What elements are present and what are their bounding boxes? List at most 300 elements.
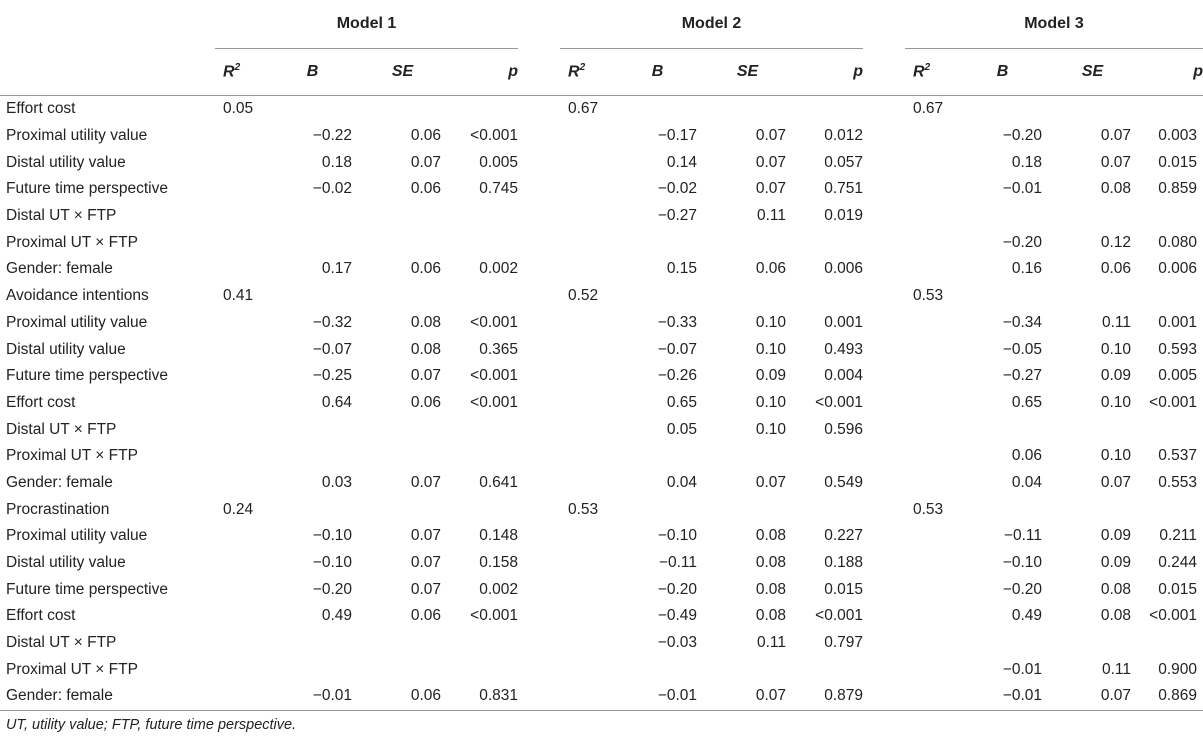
b-cell: 0.18 bbox=[321, 153, 352, 171]
r2-cell bbox=[560, 336, 610, 363]
b-cell: −0.20 bbox=[1002, 233, 1042, 251]
p-cell: 0.003 bbox=[1158, 127, 1197, 145]
b-cell: −0.26 bbox=[657, 367, 697, 385]
b-cell: −0.20 bbox=[657, 580, 697, 598]
b-cell: −0.20 bbox=[312, 580, 352, 598]
r2-cell bbox=[215, 416, 265, 443]
r2-cell: 0.41 bbox=[223, 287, 254, 305]
se-cell: 0.10 bbox=[755, 340, 786, 358]
p-cell: 0.019 bbox=[824, 207, 863, 225]
p-cell bbox=[445, 656, 518, 683]
b-cell: −0.27 bbox=[657, 207, 697, 225]
table-row bbox=[0, 310, 1203, 337]
col-header-p-model-1: p bbox=[508, 63, 518, 80]
p-cell bbox=[790, 496, 863, 523]
se-cell: 0.07 bbox=[755, 127, 786, 145]
b-cell bbox=[265, 630, 360, 657]
r2-cell bbox=[215, 470, 265, 497]
b-cell: −0.01 bbox=[1002, 660, 1042, 678]
r2-cell: 0.67 bbox=[560, 96, 610, 123]
p-cell: 0.641 bbox=[479, 473, 518, 491]
b-cell: −0.34 bbox=[1002, 313, 1042, 331]
b-cell bbox=[955, 203, 1050, 230]
row-label: Proximal utility value bbox=[6, 127, 148, 145]
b-cell: −0.03 bbox=[657, 634, 697, 652]
se-cell: 0.06 bbox=[1100, 260, 1131, 278]
r2-cell bbox=[215, 203, 265, 230]
b-cell bbox=[610, 283, 705, 310]
r2-cell bbox=[905, 683, 955, 710]
table-footnote: UT, utility value; FTP, future time perspective. bbox=[6, 716, 297, 733]
table-row bbox=[0, 550, 1203, 577]
row-label: Gender: female bbox=[0, 683, 215, 710]
se-cell bbox=[1050, 630, 1135, 657]
b-cell: −0.01 bbox=[955, 683, 1050, 710]
b-cell: −0.01 bbox=[610, 683, 705, 710]
b-cell: −0.32 bbox=[312, 313, 352, 331]
r2-cell bbox=[905, 123, 955, 150]
se-cell: 0.08 bbox=[755, 607, 786, 625]
p-cell: 0.365 bbox=[479, 340, 518, 358]
r2-cell bbox=[560, 363, 610, 390]
b-cell: −0.17 bbox=[657, 127, 697, 145]
b-cell: 0.64 bbox=[321, 393, 352, 411]
b-cell: −0.10 bbox=[657, 527, 697, 545]
p-cell: 0.005 bbox=[479, 153, 518, 171]
p-cell: 0.005 bbox=[1158, 367, 1197, 385]
se-cell bbox=[360, 630, 445, 657]
se-cell: 0.10 bbox=[755, 313, 786, 331]
se-cell: 0.07 bbox=[755, 473, 786, 491]
p-cell bbox=[445, 203, 518, 230]
table-row bbox=[0, 683, 1203, 710]
se-cell bbox=[705, 496, 790, 523]
r2-cell bbox=[215, 390, 265, 417]
b-cell: −0.11 bbox=[658, 554, 697, 572]
col-header-r2-model-2: $R^2$ bbox=[568, 62, 586, 81]
se-cell: 0.07 bbox=[705, 683, 790, 710]
se-cell: 0.07 bbox=[755, 180, 786, 198]
r2-cell bbox=[560, 390, 610, 417]
row-label: Proximal UT × FTP bbox=[6, 660, 138, 678]
r2-cell bbox=[905, 336, 955, 363]
se-cell bbox=[360, 283, 445, 310]
col-header-se-model-1: SE bbox=[391, 63, 414, 80]
se-cell: 0.08 bbox=[1100, 580, 1131, 598]
table-row bbox=[0, 390, 1203, 417]
r2-cell bbox=[560, 470, 610, 497]
r2-cell bbox=[905, 310, 955, 337]
table-row bbox=[0, 96, 1203, 123]
col-header-r2-model-1: $R^2$ bbox=[223, 62, 241, 81]
r2-cell: 0.67 bbox=[905, 96, 955, 123]
se-cell bbox=[360, 443, 445, 470]
row-label: Proximal UT × FTP bbox=[6, 233, 138, 251]
b-cell: −0.10 bbox=[1002, 554, 1042, 572]
col-header-p-model-2: p bbox=[853, 63, 863, 80]
r2-cell bbox=[215, 256, 265, 283]
p-cell: <0.001 bbox=[1149, 393, 1197, 411]
b-cell: 0.04 bbox=[1011, 473, 1042, 491]
r2-cell bbox=[215, 443, 265, 470]
row-label: Avoidance intentions bbox=[6, 287, 149, 305]
col-header-r2-model-3: $R^2$ bbox=[913, 62, 931, 81]
p-cell bbox=[445, 443, 518, 470]
row-label: Distal UT × FTP bbox=[6, 207, 117, 225]
b-cell: 0.04 bbox=[666, 473, 697, 491]
se-cell bbox=[360, 496, 445, 523]
p-cell: 0.596 bbox=[824, 420, 863, 438]
row-label: Future time perspective bbox=[6, 367, 168, 385]
b-cell bbox=[265, 416, 360, 443]
r2-cell bbox=[905, 229, 955, 256]
row-label: Distal utility value bbox=[6, 153, 126, 171]
p-cell: <0.001 bbox=[815, 607, 863, 625]
b-cell bbox=[610, 229, 705, 256]
b-cell: −0.10 bbox=[312, 554, 352, 572]
se-cell bbox=[1050, 496, 1135, 523]
table-row bbox=[0, 123, 1203, 150]
r2-cell bbox=[560, 630, 610, 657]
p-cell bbox=[445, 283, 518, 310]
p-cell: 0.227 bbox=[824, 527, 863, 545]
se-cell: 0.08 bbox=[410, 340, 441, 358]
table-row bbox=[0, 256, 1203, 283]
p-cell bbox=[790, 443, 863, 470]
se-cell: 0.10 bbox=[1100, 447, 1131, 465]
p-cell: 0.879 bbox=[790, 683, 863, 710]
se-cell: 0.08 bbox=[755, 580, 786, 598]
se-cell: 0.07 bbox=[410, 527, 441, 545]
p-cell bbox=[1135, 96, 1203, 123]
r2-cell bbox=[215, 576, 265, 603]
table-row bbox=[0, 363, 1203, 390]
se-cell: 0.07 bbox=[410, 473, 441, 491]
b-cell: −0.07 bbox=[312, 340, 352, 358]
se-cell: 0.07 bbox=[410, 367, 441, 385]
row-label: Effort cost bbox=[0, 96, 215, 123]
se-cell: 0.10 bbox=[755, 420, 786, 438]
r2-cell: 0.53 bbox=[913, 287, 944, 305]
b-cell: −0.07 bbox=[657, 340, 697, 358]
se-cell bbox=[360, 96, 445, 123]
se-cell: 0.07 bbox=[410, 580, 441, 598]
p-cell: 0.006 bbox=[1158, 260, 1197, 278]
table-row bbox=[0, 176, 1203, 203]
row-label: Gender: female bbox=[6, 473, 113, 491]
p-cell bbox=[445, 496, 518, 523]
se-cell: 0.08 bbox=[410, 313, 441, 331]
r2-cell bbox=[905, 523, 955, 550]
b-cell: −0.10 bbox=[312, 527, 352, 545]
r2-cell: 0.05 bbox=[215, 96, 265, 123]
p-cell: 0.188 bbox=[824, 554, 863, 572]
p-cell bbox=[445, 630, 518, 657]
b-cell bbox=[955, 283, 1050, 310]
r2-cell bbox=[905, 550, 955, 577]
se-cell bbox=[360, 229, 445, 256]
r2-cell bbox=[905, 363, 955, 390]
col-header-se-model-3: SE bbox=[1081, 63, 1104, 80]
b-cell: 0.18 bbox=[1011, 153, 1042, 171]
model-3-header: Model 3 bbox=[905, 0, 1203, 49]
b-cell: −0.49 bbox=[657, 607, 697, 625]
se-cell: 0.07 bbox=[1100, 127, 1131, 145]
row-label: Distal utility value bbox=[6, 340, 126, 358]
p-cell bbox=[790, 229, 863, 256]
table-row bbox=[0, 656, 1203, 683]
r2-cell bbox=[560, 149, 610, 176]
b-cell: 0.16 bbox=[1011, 260, 1042, 278]
p-cell bbox=[1135, 416, 1203, 443]
r2-cell bbox=[905, 656, 955, 683]
col-header-p-model-3: p bbox=[1193, 63, 1203, 80]
p-cell bbox=[1135, 496, 1203, 523]
p-cell: <0.001 bbox=[470, 607, 518, 625]
row-label: Future time perspective bbox=[6, 580, 168, 598]
se-cell bbox=[705, 283, 790, 310]
b-cell: −0.33 bbox=[657, 313, 697, 331]
p-cell: 0.859 bbox=[1158, 180, 1197, 198]
b-cell: 0.49 bbox=[321, 607, 352, 625]
se-cell: 0.07 bbox=[1100, 473, 1131, 491]
table-row bbox=[0, 523, 1203, 550]
se-cell: 0.06 bbox=[360, 683, 445, 710]
se-cell bbox=[1050, 283, 1135, 310]
se-cell: 0.08 bbox=[755, 554, 786, 572]
col-header-se-model-2: SE bbox=[736, 63, 759, 80]
se-cell bbox=[1050, 96, 1135, 123]
se-cell: 0.09 bbox=[1100, 527, 1131, 545]
se-cell bbox=[360, 656, 445, 683]
b-cell bbox=[955, 630, 1050, 657]
table-row bbox=[0, 203, 1203, 230]
row-label: Gender: female bbox=[6, 260, 113, 278]
b-cell: 0.14 bbox=[666, 153, 697, 171]
b-cell bbox=[265, 443, 360, 470]
se-cell: 0.10 bbox=[1100, 340, 1131, 358]
p-cell bbox=[1135, 283, 1203, 310]
b-cell: −0.01 bbox=[265, 683, 360, 710]
se-cell: 0.06 bbox=[755, 260, 786, 278]
r2-cell bbox=[215, 550, 265, 577]
se-cell: 0.06 bbox=[410, 393, 441, 411]
p-cell: <0.001 bbox=[470, 313, 518, 331]
b-cell: 0.49 bbox=[1011, 607, 1042, 625]
r2-cell bbox=[905, 176, 955, 203]
p-cell: 0.593 bbox=[1158, 340, 1197, 358]
row-label: Future time perspective bbox=[6, 180, 168, 198]
row-label: Effort cost bbox=[6, 607, 76, 625]
p-cell: 0.158 bbox=[479, 554, 518, 572]
p-cell: <0.001 bbox=[815, 393, 863, 411]
p-cell: <0.001 bbox=[470, 127, 518, 145]
se-cell: 0.11 bbox=[756, 634, 786, 652]
se-cell bbox=[705, 443, 790, 470]
se-cell bbox=[360, 416, 445, 443]
b-cell bbox=[265, 229, 360, 256]
r2-cell bbox=[215, 363, 265, 390]
r2-cell bbox=[215, 310, 265, 337]
row-label: Distal utility value bbox=[6, 554, 126, 572]
r2-cell: 0.53 bbox=[568, 500, 599, 518]
table-row bbox=[0, 470, 1203, 497]
se-cell: 0.07 bbox=[1100, 153, 1131, 171]
se-cell: 0.06 bbox=[410, 180, 441, 198]
table-body bbox=[0, 96, 1203, 711]
r2-cell bbox=[905, 149, 955, 176]
r2-cell: 0.52 bbox=[568, 287, 599, 305]
b-cell: 0.65 bbox=[1011, 393, 1042, 411]
p-cell bbox=[1135, 630, 1203, 657]
p-cell: 0.553 bbox=[1158, 473, 1197, 491]
model-1-header: Model 1 bbox=[215, 0, 518, 49]
b-cell bbox=[610, 443, 705, 470]
se-cell: 0.10 bbox=[755, 393, 786, 411]
p-cell: 0.148 bbox=[479, 527, 518, 545]
b-cell: 0.65 bbox=[666, 393, 697, 411]
r2-cell bbox=[215, 683, 265, 710]
p-cell: 0.797 bbox=[824, 634, 863, 652]
se-cell: 0.11 bbox=[756, 207, 786, 225]
r2-cell bbox=[215, 149, 265, 176]
b-cell bbox=[265, 496, 360, 523]
r2-cell bbox=[560, 176, 610, 203]
r2-cell bbox=[560, 256, 610, 283]
se-cell bbox=[1050, 203, 1135, 230]
p-cell: <0.001 bbox=[470, 367, 518, 385]
se-cell bbox=[705, 96, 790, 123]
r2-cell bbox=[905, 203, 955, 230]
column-header-row bbox=[0, 49, 1203, 96]
model-header-row bbox=[0, 0, 1203, 49]
r2-cell bbox=[215, 523, 265, 550]
p-cell bbox=[790, 96, 863, 123]
table-row bbox=[0, 229, 1203, 256]
p-cell: 0.244 bbox=[1158, 554, 1197, 572]
row-label: Effort cost bbox=[6, 393, 76, 411]
p-cell: 0.001 bbox=[824, 313, 863, 331]
row-label: Distal UT × FTP bbox=[6, 634, 117, 652]
se-cell: 0.11 bbox=[1101, 313, 1131, 331]
r2-cell bbox=[560, 683, 610, 710]
p-cell: 0.015 bbox=[1158, 580, 1197, 598]
table-row bbox=[0, 496, 1203, 523]
b-cell: −0.27 bbox=[1002, 367, 1042, 385]
p-cell bbox=[445, 416, 518, 443]
b-cell: 0.17 bbox=[321, 260, 352, 278]
b-cell: −0.20 bbox=[1002, 580, 1042, 598]
r2-cell bbox=[905, 256, 955, 283]
se-cell: 0.11 bbox=[1101, 660, 1131, 678]
b-cell: −0.05 bbox=[1002, 340, 1042, 358]
r2-cell: 0.53 bbox=[913, 500, 944, 518]
p-cell bbox=[1135, 203, 1203, 230]
r2-cell: 0.24 bbox=[223, 500, 254, 518]
r2-cell bbox=[560, 416, 610, 443]
p-cell: 0.004 bbox=[824, 367, 863, 385]
p-cell: 0.493 bbox=[824, 340, 863, 358]
col-header-b-model-3: B bbox=[996, 63, 1009, 80]
b-cell: −0.11 bbox=[1003, 527, 1042, 545]
p-cell: 0.015 bbox=[1158, 153, 1197, 171]
row-label: Proximal utility value bbox=[6, 313, 148, 331]
r2-cell bbox=[215, 336, 265, 363]
b-cell bbox=[610, 96, 705, 123]
b-cell bbox=[265, 283, 360, 310]
r2-cell bbox=[905, 630, 955, 657]
se-cell: 0.12 bbox=[1100, 233, 1131, 251]
table-row bbox=[0, 603, 1203, 630]
se-cell: 0.09 bbox=[755, 367, 786, 385]
r2-cell bbox=[215, 630, 265, 657]
p-cell bbox=[445, 229, 518, 256]
table-row bbox=[0, 336, 1203, 363]
r2-cell bbox=[560, 443, 610, 470]
p-cell: 0.869 bbox=[1135, 683, 1203, 710]
r2-cell bbox=[215, 229, 265, 256]
b-cell: 0.06 bbox=[1011, 447, 1042, 465]
b-cell bbox=[955, 496, 1050, 523]
p-cell: 0.006 bbox=[824, 260, 863, 278]
b-cell bbox=[265, 96, 360, 123]
r2-cell bbox=[905, 390, 955, 417]
r2-cell bbox=[560, 656, 610, 683]
r2-cell bbox=[215, 123, 265, 150]
se-cell: 0.06 bbox=[410, 127, 441, 145]
b-cell: −0.01 bbox=[1002, 180, 1042, 198]
r2-cell bbox=[905, 416, 955, 443]
table-row bbox=[0, 630, 1203, 657]
p-cell: 0.537 bbox=[1158, 447, 1197, 465]
se-cell: 0.08 bbox=[1100, 607, 1131, 625]
se-cell: 0.08 bbox=[1100, 180, 1131, 198]
b-cell bbox=[265, 203, 360, 230]
p-cell: <0.001 bbox=[1149, 607, 1197, 625]
col-header-b-model-2: B bbox=[651, 63, 664, 80]
p-cell: 0.080 bbox=[1158, 233, 1197, 251]
p-cell: 0.211 bbox=[1159, 527, 1197, 545]
row-label: Proximal UT × FTP bbox=[6, 447, 138, 465]
row-label: Proximal utility value bbox=[6, 527, 148, 545]
b-cell: −0.25 bbox=[312, 367, 352, 385]
r2-cell bbox=[215, 603, 265, 630]
p-cell: 0.831 bbox=[445, 683, 518, 710]
r2-cell bbox=[560, 123, 610, 150]
table-row bbox=[0, 416, 1203, 443]
se-cell: 0.07 bbox=[1050, 683, 1135, 710]
p-cell: 0.549 bbox=[824, 473, 863, 491]
b-cell: −0.02 bbox=[312, 180, 352, 198]
p-cell: 0.012 bbox=[824, 127, 863, 145]
b-cell: 0.15 bbox=[666, 260, 697, 278]
r2-cell bbox=[560, 576, 610, 603]
se-cell: 0.07 bbox=[755, 153, 786, 171]
r2-cell bbox=[905, 470, 955, 497]
se-cell: 0.07 bbox=[410, 153, 441, 171]
p-cell: 0.745 bbox=[479, 180, 518, 198]
se-cell: 0.06 bbox=[410, 607, 441, 625]
p-cell: 0.002 bbox=[479, 580, 518, 598]
se-cell: 0.08 bbox=[755, 527, 786, 545]
r2-cell bbox=[560, 603, 610, 630]
b-cell: −0.22 bbox=[312, 127, 352, 145]
b-cell bbox=[955, 96, 1050, 123]
b-cell bbox=[610, 496, 705, 523]
b-cell: 0.05 bbox=[666, 420, 697, 438]
p-cell: 0.002 bbox=[479, 260, 518, 278]
p-cell: 0.001 bbox=[1158, 313, 1197, 331]
